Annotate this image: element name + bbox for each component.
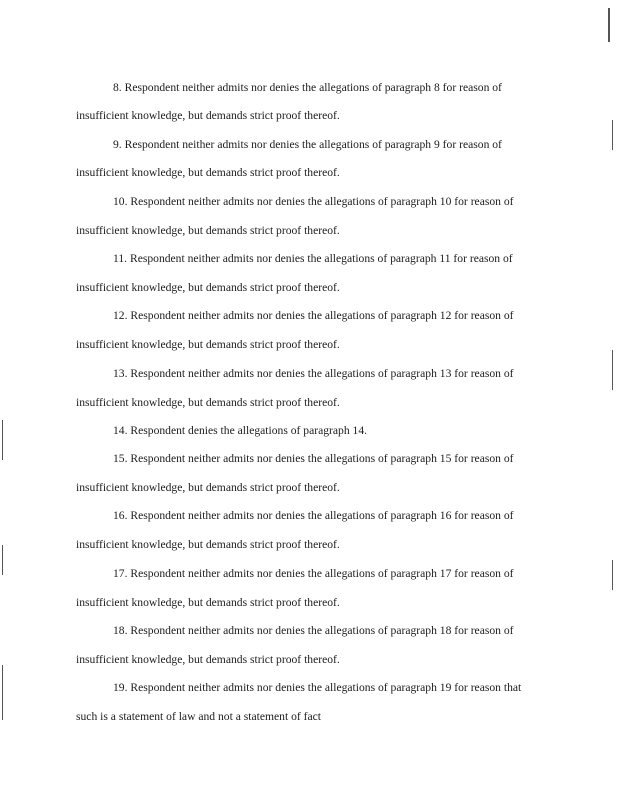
paragraph-line: insufficient knowledge, but demands strict proof thereof.	[76, 481, 340, 494]
paragraph-line: 12. Respondent neither admits nor denies the allegations of paragraph 12 for reason of	[113, 309, 514, 322]
paragraph-line: insufficient knowledge, but demands strict proof thereof.	[76, 224, 340, 237]
paragraph-line: 14. Respondent denies the allegations of paragraph 14.	[113, 424, 368, 437]
paragraph-line: insufficient knowledge, but demands strict proof thereof.	[76, 338, 340, 351]
paragraph-line: 8. Respondent neither admits nor denies the allegations of paragraph 8 for reason of	[113, 81, 502, 94]
paragraph-line: insufficient knowledge, but demands strict proof thereof.	[76, 166, 340, 179]
paragraph-line: insufficient knowledge, but demands strict proof thereof.	[76, 653, 340, 666]
scan-artifact	[2, 420, 3, 460]
paragraph-line: insufficient knowledge, but demands strict proof thereof.	[76, 596, 340, 609]
paragraph-line: 10. Respondent neither admits nor denies the allegations of paragraph 10 for reason of	[113, 195, 514, 208]
paragraph-line: 11. Respondent neither admits nor denies the allegations of paragraph 11 for reason of	[113, 252, 513, 265]
scan-artifact	[612, 560, 613, 590]
paragraph-line: 15. Respondent neither admits nor denies the allegations of paragraph 15 for reason of	[113, 452, 514, 465]
paragraph-line: 17. Respondent neither admits nor denies the allegations of paragraph 17 for reason of	[113, 567, 514, 580]
paragraph-line: 9. Respondent neither admits nor denies the allegations of paragraph 9 for reason of	[113, 138, 502, 151]
paragraph-line: insufficient knowledge, but demands strict proof thereof.	[76, 538, 340, 551]
paragraph-line: 16. Respondent neither admits nor denies the allegations of paragraph 16 for reason of	[113, 509, 514, 522]
paragraph-line: insufficient knowledge, but demands strict proof thereof.	[76, 281, 340, 294]
paragraph-line: 18. Respondent neither admits nor denies the allegations of paragraph 18 for reason of	[113, 624, 514, 637]
paragraph-line: 19. Respondent neither admits nor denies the allegations of paragraph 19 for reason that	[113, 681, 522, 694]
paragraph-line: insufficient knowledge, but demands strict proof thereof.	[76, 109, 340, 122]
scan-artifact	[2, 545, 3, 575]
scan-artifact	[608, 8, 610, 42]
paragraph-line: insufficient knowledge, but demands strict proof thereof.	[76, 396, 340, 409]
scan-artifact	[2, 665, 3, 720]
scan-artifact	[612, 120, 613, 150]
scan-artifact	[612, 350, 613, 390]
paragraph-line: such is a statement of law and not a statement of fact	[76, 710, 321, 723]
paragraph-line: 13. Respondent neither admits nor denies the allegations of paragraph 13 for reason of	[113, 367, 514, 380]
